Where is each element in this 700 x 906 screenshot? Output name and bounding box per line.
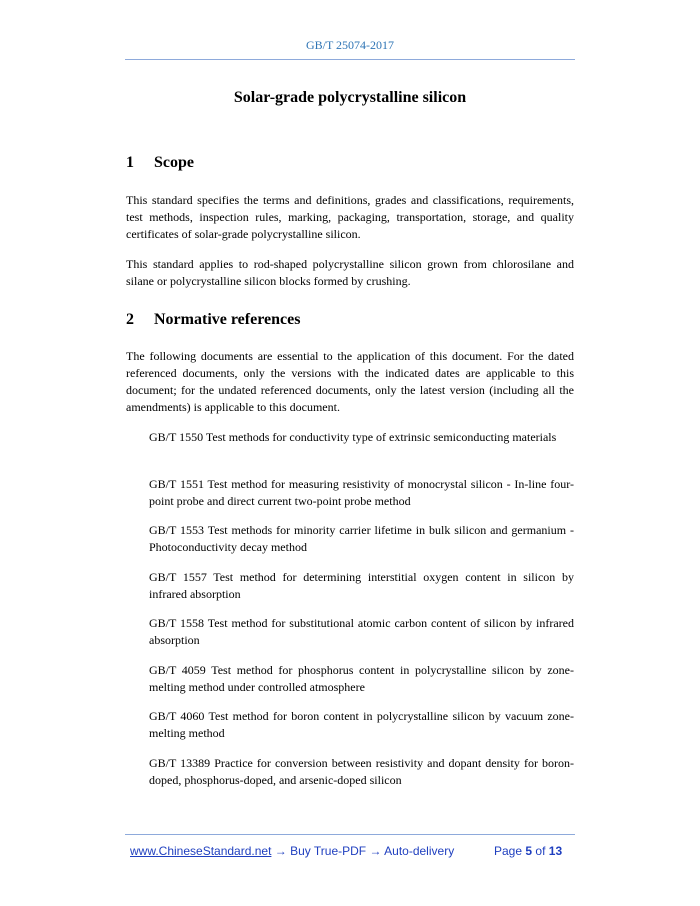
- site-link[interactable]: www.ChineseStandard.net: [130, 844, 272, 858]
- section-number: 2: [126, 311, 134, 328]
- reference-item: GB/T 1553 Test methods for minority carrier lifetime in bulk silicon and germanium - Photoconductivity decay method: [149, 523, 574, 554]
- arrow-icon: →: [369, 844, 382, 858]
- arrow-icon: →: [274, 844, 287, 858]
- buy-true-pdf-link[interactable]: Buy True-PDF: [290, 844, 367, 858]
- page-current: 5: [525, 844, 533, 858]
- document-code-header: GB/T 25074-2017: [305, 38, 395, 52]
- page-indicator: [494, 844, 562, 858]
- reference-item: GB/T 1558 Test method for substitutional atomic carbon content of silicon by infrared absorption: [149, 616, 574, 647]
- footer-purchase-links[interactable]: [130, 844, 454, 858]
- header-divider: [125, 59, 575, 60]
- footer-divider: [125, 834, 575, 835]
- of-label: of: [535, 844, 546, 858]
- reference-item: GB/T 1551 Test method for measuring resistivity of monocrystal silicon - In-line four-point probe and direct current two-point probe method: [149, 477, 574, 508]
- reference-item: GB/T 4059 Test method for phosphorus content in polycrystalline silicon by zone-melting method under controlled atmosphere: [149, 663, 574, 694]
- section-heading-normative-references: [126, 311, 300, 329]
- reference-item: GB/T 1557 Test method for determining interstitial oxygen content in silicon by infrared absorption: [149, 570, 574, 601]
- scope-paragraph-1: This standard specifies the terms and definitions, grades and classifications, requirements, test methods, inspection rules, marking, packaging, transportation, storage, and quality certificates of solar-grade polycrystalline silicon.: [126, 193, 574, 241]
- auto-delivery-link[interactable]: Auto-delivery: [384, 844, 455, 858]
- reference-item: GB/T 4060 Test method for boron content in polycrystalline silicon by vacuum zone-melting method: [149, 709, 574, 740]
- document-title: Solar-grade polycrystalline silicon: [233, 89, 467, 106]
- page-label: Page: [494, 844, 523, 858]
- reference-item: GB/T 1550 Test methods for conductivity type of extrinsic semiconducting materials: [149, 430, 557, 444]
- section-title: Normative references: [154, 311, 301, 328]
- page-total: 13: [548, 844, 563, 858]
- section-number: 1: [126, 154, 134, 171]
- normative-references-paragraph: The following documents are essential to the application of this document. For the dated referenced documents, only the versions with the indicated dates are applicable to this document; for the undated referenced documents, only the latest version (including all the amendments) is applicable to this document.: [126, 349, 574, 414]
- scope-paragraph-2: This standard applies to rod-shaped polycrystalline silicon grown from chlorosilane and silane or polycrystalline silicon blocks formed by crushing.: [126, 257, 574, 288]
- section-title: Scope: [154, 154, 194, 171]
- section-heading-scope: [126, 154, 194, 172]
- reference-item: GB/T 13389 Practice for conversion between resistivity and dopant density for boron-doped, phosphorus-doped, and arsenic-doped silicon: [149, 756, 574, 787]
